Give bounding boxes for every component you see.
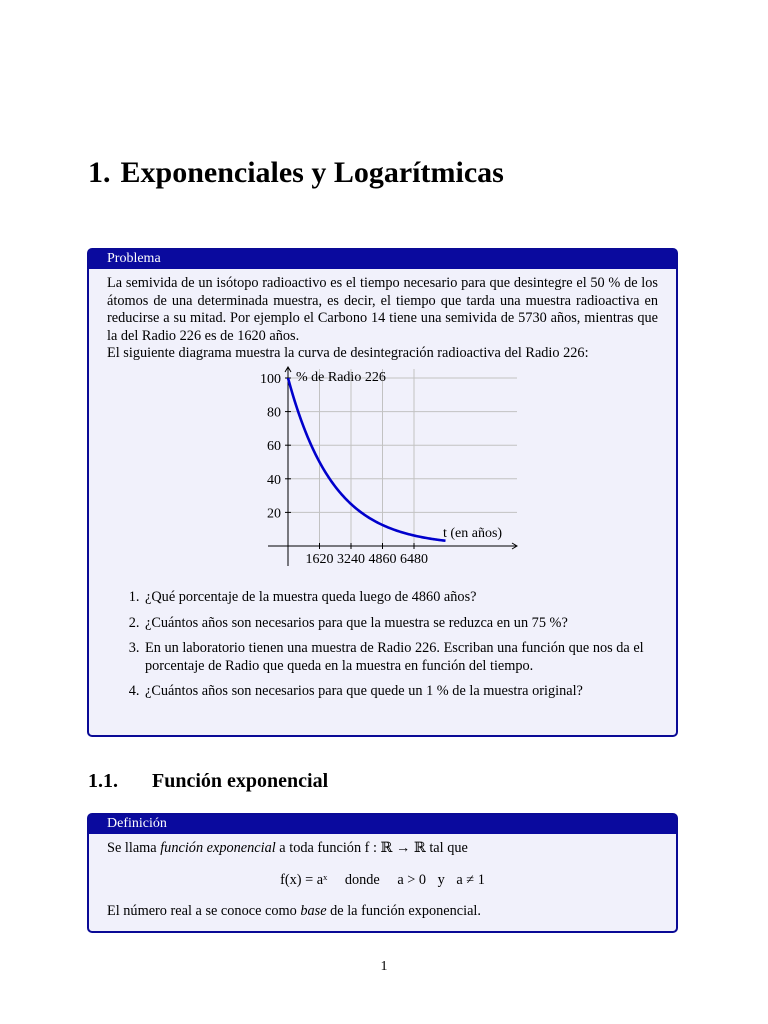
definition-line-1-post: a toda función f : ℝ → ℝ tal que xyxy=(275,840,468,856)
y-tick-label: 40 xyxy=(267,472,281,488)
y-tick-label: 100 xyxy=(260,371,281,387)
x-tick-label: 6480 xyxy=(400,551,428,567)
question-item: 3. En un laboratorio tienen una muestra de Radio 226. Escriban una función que nos da el porcentaje de Radio que queda en la muestra en función del tiempo. xyxy=(143,640,658,675)
question-item: 1. ¿Qué porcentaje de la muestra queda luego de 4860 años? xyxy=(143,589,658,607)
chart-y-axis-label: % de Radio 226 xyxy=(296,369,386,385)
y-tick-label: 80 xyxy=(267,405,281,421)
definition-line-2-pre: El número real a se conoce como xyxy=(107,903,301,920)
x-tick-label: 3240 xyxy=(337,551,365,567)
decay-curve xyxy=(288,378,446,541)
chart-ticks xyxy=(260,369,428,567)
x-tick-label: 1620 xyxy=(305,551,334,567)
chart-x-axis-label: t (en años) xyxy=(443,525,503,541)
formula-main: f(x) = aˣ xyxy=(280,871,328,888)
definition-formula xyxy=(107,872,658,890)
problem-paragraph-1: La semivida de un isótopo radioactivo es el tiempo necesario para que desintegre el 50 % de los átomos de una determinada muestra, es decir, el tiempo que tarda una muestra radioactiva en reducirse a su mitad. Por ejemplo el Carbono 14 tiene una semivida de 5730 años, mientras que la del Radio 226 es de 1620 años. xyxy=(107,275,658,344)
definition-line-1 xyxy=(107,840,658,858)
section-title xyxy=(88,156,504,190)
decay-chart-svg xyxy=(107,363,662,579)
formula-y: y xyxy=(437,871,445,888)
definition-box xyxy=(87,813,678,933)
page-number: 1 xyxy=(380,959,388,974)
section-title-text: Exponenciales y Logarítmicas xyxy=(120,156,504,189)
chart-grid xyxy=(288,369,517,546)
question-item: 2. ¿Cuántos años son necesarios para que la muestra se reduzca en un 75 %? xyxy=(143,615,658,633)
definition-box-heading: Definición xyxy=(89,815,676,834)
problem-box xyxy=(87,248,678,737)
subsection-number: 1.1. xyxy=(88,770,118,792)
y-tick-label: 60 xyxy=(267,439,281,455)
y-tick-label: 20 xyxy=(267,506,281,522)
definition-line-2-post: de la función exponencial. xyxy=(326,903,481,920)
formula-donde: donde xyxy=(344,871,380,888)
subsection-title-text: Función exponencial xyxy=(152,770,329,792)
formula-condition-2: a ≠ 1 xyxy=(456,871,485,888)
problem-paragraph-2: El siguiente diagrama muestra la curva de desintegración radioactiva del Radio 226: xyxy=(107,345,589,362)
problem-box-heading: Problema xyxy=(89,250,676,269)
definition-base-term: base xyxy=(300,903,327,920)
problem-box-body xyxy=(89,269,676,717)
section-number: 1. xyxy=(88,156,111,189)
definition-box-body xyxy=(89,834,676,929)
definition-term: función exponencial xyxy=(160,840,276,856)
question-item: 4. ¿Cuántos años son necesarios para que quede un 1 % de la muestra original? xyxy=(143,683,658,701)
formula-condition-1: a > 0 xyxy=(397,871,427,888)
decay-chart xyxy=(107,363,698,579)
subsection-title xyxy=(88,770,328,793)
question-list xyxy=(107,589,658,701)
definition-line-2 xyxy=(107,903,658,921)
x-tick-label: 4860 xyxy=(368,551,397,567)
definition-line-1-pre: Se llama xyxy=(107,840,161,856)
